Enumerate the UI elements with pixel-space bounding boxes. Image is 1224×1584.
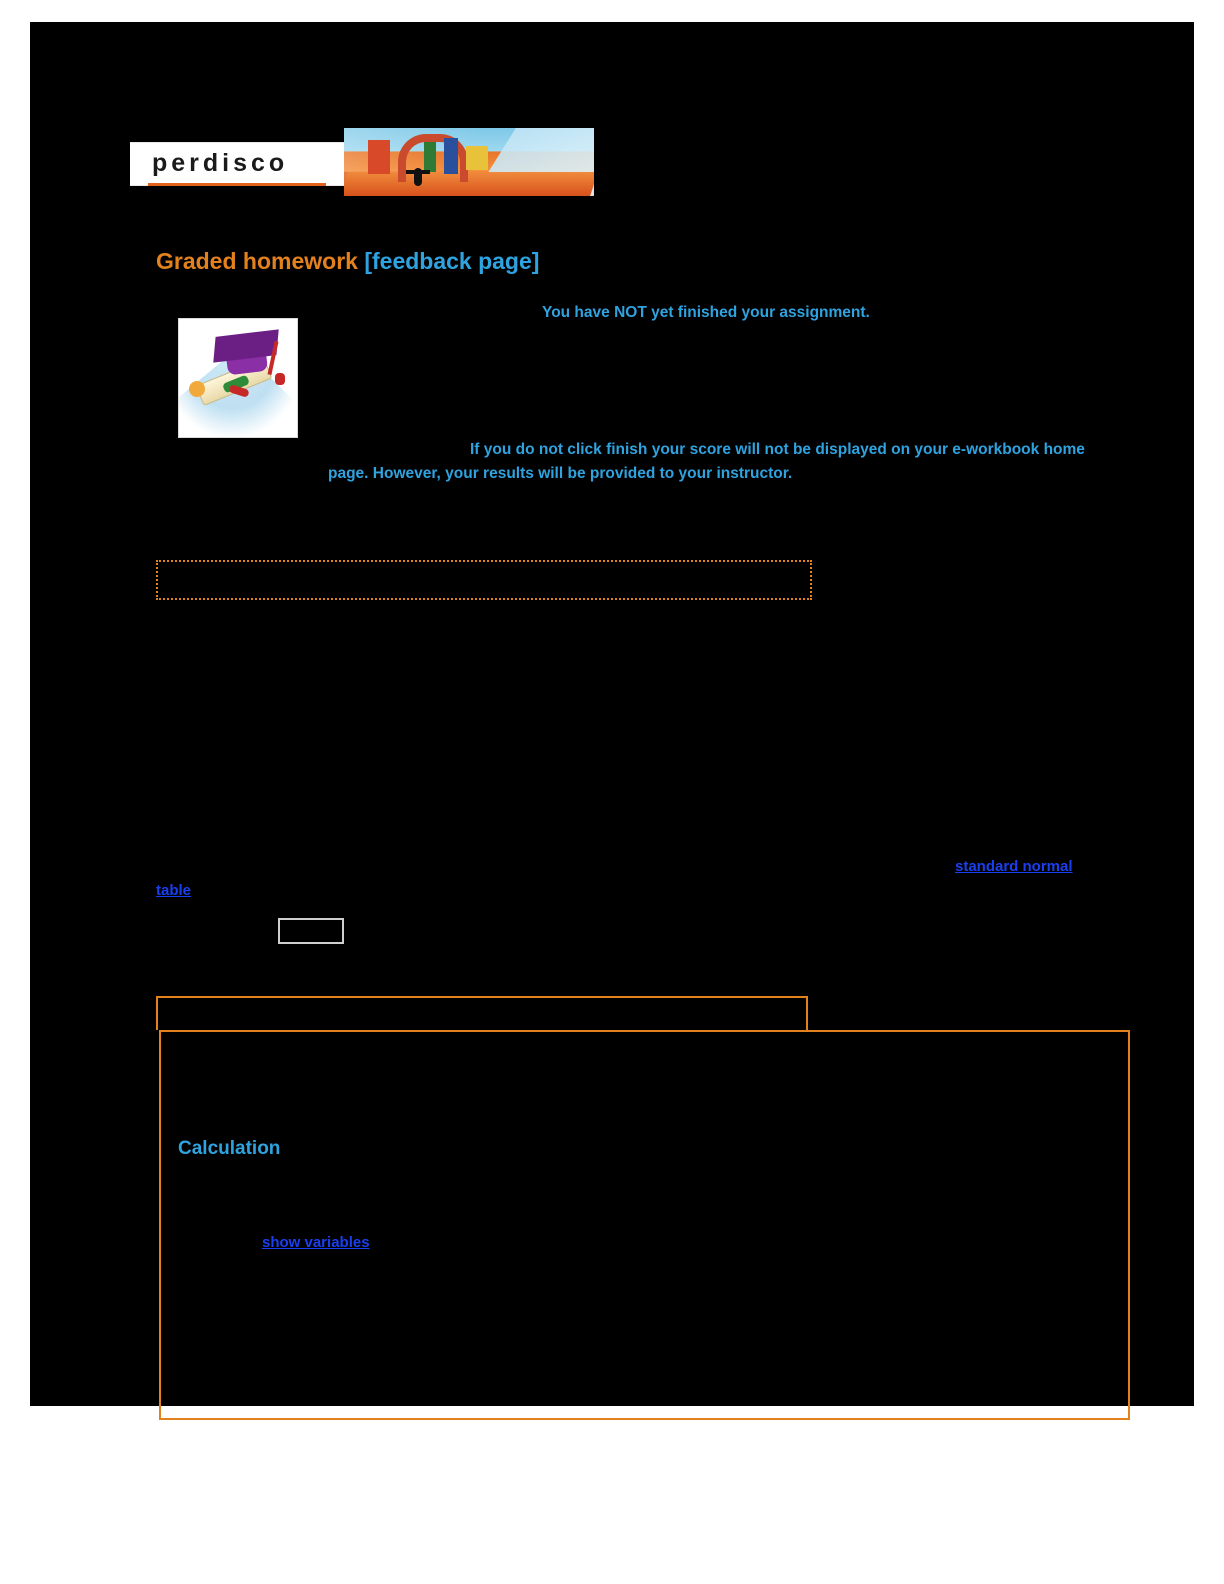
logo-wordmark-box: [130, 142, 348, 186]
graduation-cap-diploma-icon: [178, 318, 298, 438]
calculation-heading: Calculation: [178, 1138, 281, 1159]
page-title-main: Graded homework: [156, 248, 365, 274]
answer-input[interactable]: [278, 918, 344, 944]
assignment-status-message: You have NOT yet finished your assignment.: [542, 304, 870, 321]
show-variables-link[interactable]: show variables: [262, 1234, 370, 1251]
page-title: [156, 248, 539, 275]
perdisco-logo[interactable]: [130, 128, 594, 196]
standard-normal-table-link[interactable]: standard normal: [955, 858, 1073, 875]
calculation-panel: [159, 1030, 1130, 1420]
finish-warning-message: If you do not click finish your score will not be displayed on your e-workbook home page. However, your results will be provided to your instructor.: [328, 441, 1085, 482]
logo-wordmark: perdisco: [152, 149, 289, 177]
question-highlight-box: [156, 560, 812, 600]
logo-underline: [148, 183, 326, 186]
question-divider: [166, 570, 802, 598]
logo-banner-icon: [344, 128, 594, 196]
panel-tab[interactable]: [156, 996, 808, 1030]
page-canvas: [30, 22, 1194, 1406]
page-title-sub: [feedback page]: [364, 248, 540, 274]
standard-normal-table-link-continued[interactable]: table: [156, 882, 192, 899]
